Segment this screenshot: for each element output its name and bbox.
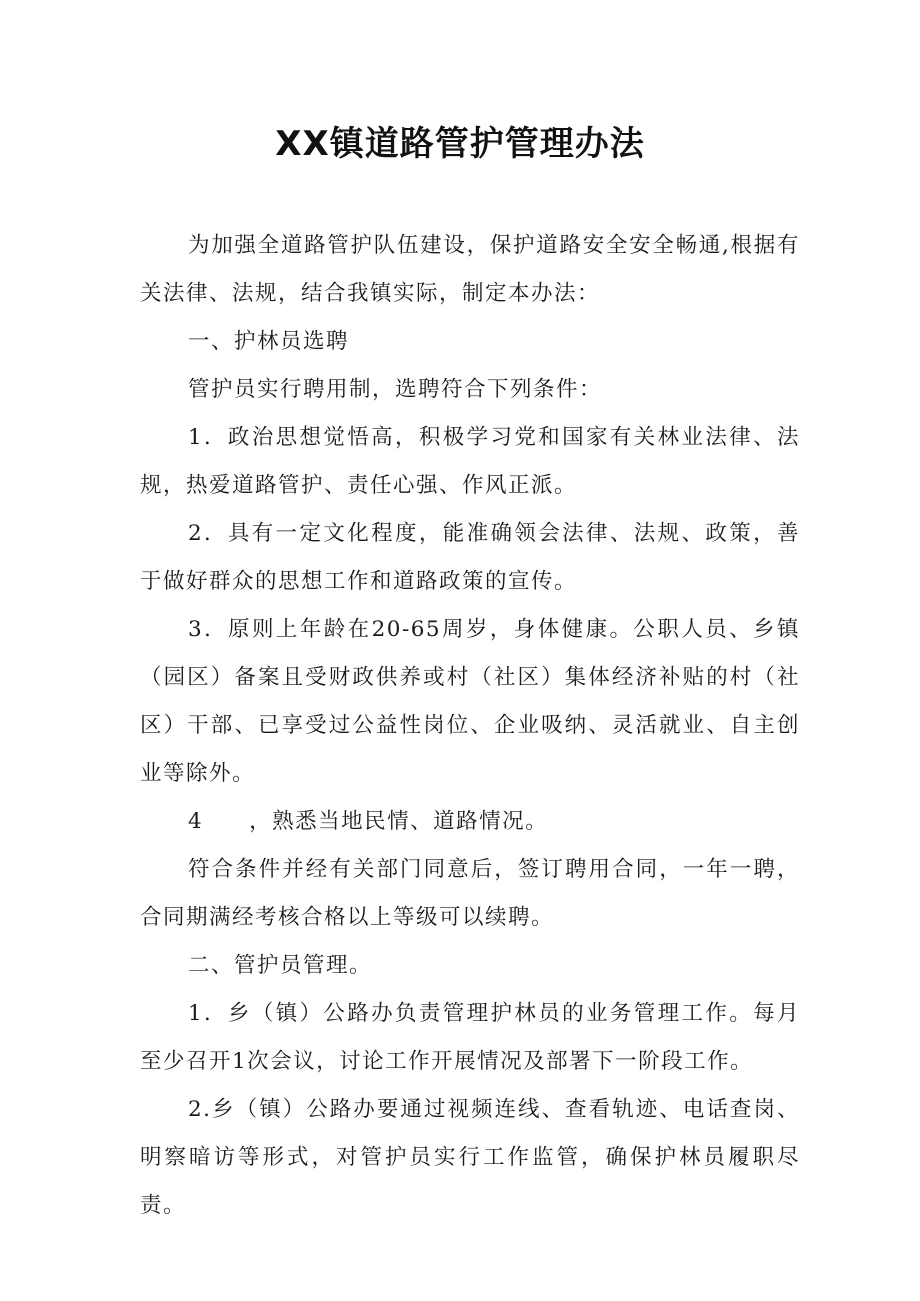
list-item: 4 ，熟悉当地民情、道路情况。 <box>188 809 549 834</box>
section-heading-2: 二、管护员管理。 <box>188 953 373 978</box>
paragraph-intro: 为加强全道路管护队伍建设，保护道路安全安全畅通,根据有关法律、法规，结合我镇实际，制定本办法： <box>140 233 800 306</box>
list-item: 2．具有一定文化程度，能准确领会法律、法规、政策，善于做好群众的思想工作和道路政策的宣传。 <box>140 521 800 594</box>
document-body <box>140 222 800 1230</box>
list-item: 2.乡（镇）公路办要通过视频连线、查看轨迹、电话查岗、明察暗访等形式，对管护员实行工作监管，确保护林员履职尽责。 <box>140 1097 800 1218</box>
paragraph: 管护员实行聘用制，选聘符合下列条件： <box>188 377 603 402</box>
list-item: 1．政治思想觉悟高，积极学习党和国家有关林业法律、法规，热爱道路管护、责任心强、作风正派。 <box>140 425 800 498</box>
list-item: 3．原则上年龄在20-65周岁，身体健康。公职人员、乡镇（园区）备案且受财政供养或村（社区）集体经济补贴的村（社区）干部、已享受过公益性岗位、企业吸纳、灵活就业、自主创业等除外。 <box>140 617 800 786</box>
list-item: 1．乡（镇）公路办负责管理护林员的业务管理工作。每月至少召开1次会议，讨论工作开展情况及部署下一阶段工作。 <box>140 1001 800 1074</box>
document-title: XX镇道路管护管理办法 <box>275 124 645 164</box>
section-heading-1: 一、护林员选聘 <box>188 329 350 354</box>
paragraph: 符合条件并经有关部门同意后，签订聘用合同，一年一聘，合同期满经考核合格以上等级可以续聘。 <box>140 857 800 930</box>
